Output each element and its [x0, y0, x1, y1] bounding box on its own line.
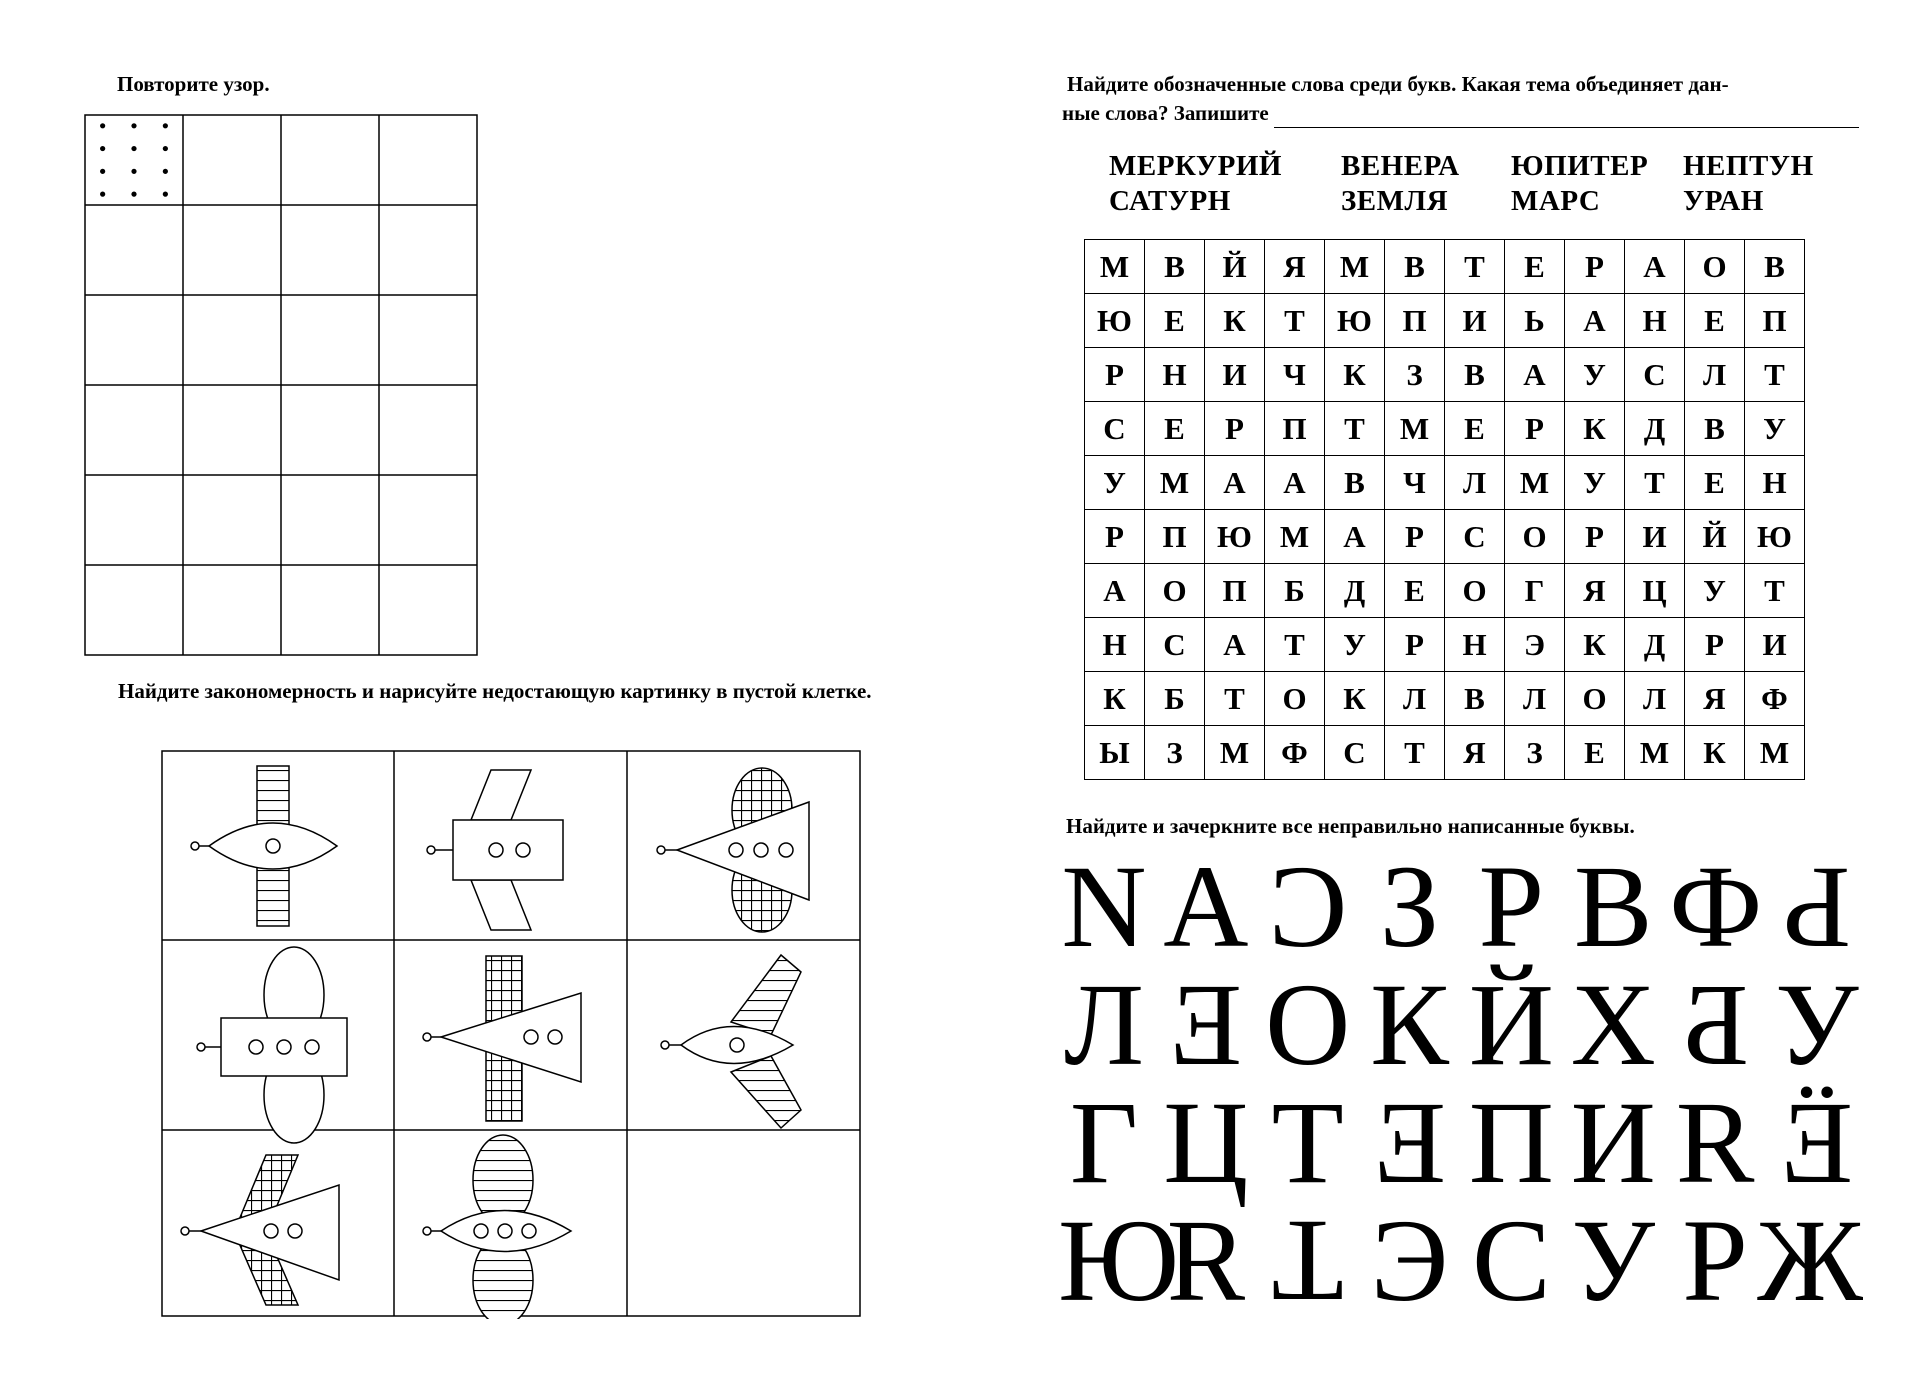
- word-search-cell[interactable]: М: [1625, 726, 1685, 780]
- letter-item[interactable]: Т: [1271, 1196, 1344, 1327]
- word-search-cell[interactable]: К: [1325, 672, 1385, 726]
- word-search-cell[interactable]: М: [1745, 726, 1805, 780]
- word-search-cell[interactable]: С: [1445, 510, 1505, 564]
- letter-item[interactable]: Э: [1370, 1195, 1449, 1326]
- word-search-row: [1085, 564, 1805, 618]
- word-search-cell[interactable]: Е: [1385, 564, 1445, 618]
- word-search-cell[interactable]: Й: [1685, 510, 1745, 564]
- word-search-cell[interactable]: М: [1385, 402, 1445, 456]
- letter-item[interactable]: П: [1468, 1077, 1554, 1208]
- spaceship-triangle-hatched: [423, 956, 581, 1121]
- letter-item[interactable]: Г: [1069, 1077, 1139, 1208]
- word-search-cell[interactable]: В: [1445, 348, 1505, 402]
- word-search-cell[interactable]: Я: [1685, 672, 1745, 726]
- spaceship-triangle-oval-hatched: [657, 768, 809, 932]
- word-search-cell[interactable]: Е: [1685, 294, 1745, 348]
- word-search-cell[interactable]: В: [1385, 240, 1445, 294]
- word-search-cell[interactable]: Я: [1265, 240, 1325, 294]
- task-repeat-pattern: Повторите узор.: [117, 72, 270, 96]
- word-search-cell[interactable]: Р: [1505, 402, 1565, 456]
- letter-item[interactable]: Р: [1682, 1195, 1748, 1326]
- word-item: МЕРКУРИЙ: [1109, 150, 1282, 182]
- word-search-cell[interactable]: Л: [1505, 672, 1565, 726]
- task-word-search-line2: ные слова? Запишите: [1062, 101, 1269, 125]
- letter-row-4: [1058, 1195, 1863, 1327]
- letter-item[interactable]: Е: [1169, 959, 1242, 1090]
- word-search-grid[interactable]: [1084, 239, 1805, 780]
- word-search-cell[interactable]: С: [1145, 618, 1205, 672]
- word-search-cell[interactable]: К: [1085, 672, 1145, 726]
- word-search-cell[interactable]: У: [1325, 618, 1385, 672]
- letter-item[interactable]: Ф: [1669, 841, 1763, 972]
- word-search-cell[interactable]: О: [1685, 240, 1745, 294]
- word-search-cell[interactable]: А: [1625, 240, 1685, 294]
- word-search-cell[interactable]: И: [1625, 510, 1685, 564]
- word-search-cell[interactable]: О: [1505, 510, 1565, 564]
- letter-rows: [1058, 841, 1863, 1327]
- letter-item[interactable]: C: [1268, 841, 1348, 972]
- word-search-cell[interactable]: М: [1085, 240, 1145, 294]
- letter-item[interactable]: Т: [1271, 1077, 1344, 1208]
- word-search-cell[interactable]: А: [1205, 618, 1265, 672]
- word-search-row: [1085, 456, 1805, 510]
- word-search-cell[interactable]: Е: [1685, 456, 1745, 510]
- word-search-cell[interactable]: В: [1145, 240, 1205, 294]
- dot-pattern-grid[interactable]: [84, 114, 479, 657]
- letter-item[interactable]: Я: [1166, 1195, 1246, 1326]
- spaceship-puzzle-grid[interactable]: [161, 750, 863, 1319]
- word-search-cell[interactable]: О: [1265, 672, 1325, 726]
- word-search-cell[interactable]: Н: [1625, 294, 1685, 348]
- word-search-cell[interactable]: Р: [1205, 402, 1265, 456]
- letter-item[interactable]: Й: [1468, 959, 1554, 1090]
- word-search-cell[interactable]: Т: [1745, 564, 1805, 618]
- word-search-cell[interactable]: У: [1085, 456, 1145, 510]
- word-search-cell[interactable]: Е: [1565, 726, 1625, 780]
- spaceship-lens-oval-striped: [423, 1135, 571, 1319]
- empty-answer-cell[interactable]: [628, 1131, 859, 1315]
- spaceship-rect-oval: [197, 947, 347, 1143]
- word-search-cell[interactable]: В: [1745, 240, 1805, 294]
- word-search-cell[interactable]: Т: [1265, 294, 1325, 348]
- word-search-row: [1085, 672, 1805, 726]
- dot-pattern-strip-1[interactable]: [514, 114, 918, 270]
- word-search-cell[interactable]: Я: [1445, 726, 1505, 780]
- answer-line[interactable]: [1274, 105, 1859, 128]
- letter-item[interactable]: И: [1570, 1077, 1656, 1208]
- word-search-cell[interactable]: Р: [1385, 618, 1445, 672]
- word-item: НЕПТУН: [1683, 150, 1814, 182]
- letter-item[interactable]: С: [1472, 1195, 1551, 1326]
- letter-item[interactable]: Ц: [1163, 1077, 1249, 1208]
- word-search-cell[interactable]: Н: [1145, 348, 1205, 402]
- word-search-cell[interactable]: У: [1685, 564, 1745, 618]
- word-search-cell[interactable]: К: [1325, 348, 1385, 402]
- word-search-cell[interactable]: А: [1505, 348, 1565, 402]
- word-search-cell[interactable]: У: [1745, 402, 1805, 456]
- letter-row-1: [1058, 841, 1863, 972]
- letter-row-2: [1058, 959, 1863, 1090]
- letter-item[interactable]: У: [1775, 959, 1859, 1090]
- word-list: [1109, 150, 1849, 218]
- word-search-cell[interactable]: Н: [1085, 618, 1145, 672]
- letter-item[interactable]: N: [1061, 841, 1147, 972]
- letter-item[interactable]: Е: [1373, 1077, 1446, 1208]
- word-search-cell[interactable]: А: [1085, 564, 1145, 618]
- word-search-cell[interactable]: Т: [1445, 240, 1505, 294]
- word-search-cell[interactable]: Р: [1385, 510, 1445, 564]
- task-word-search-line1: Найдите обозначенные слова среди букв. Какая тема объединяет дан-: [1067, 72, 1729, 96]
- word-search-cell[interactable]: Т: [1205, 672, 1265, 726]
- word-search-cell[interactable]: Е: [1145, 294, 1205, 348]
- word-search-cell[interactable]: М: [1265, 510, 1325, 564]
- word-search-cell[interactable]: Ю: [1205, 510, 1265, 564]
- word-search-cell[interactable]: В: [1685, 402, 1745, 456]
- word-search-cell[interactable]: Б: [1145, 672, 1205, 726]
- word-search-cell[interactable]: Л: [1385, 672, 1445, 726]
- letter-item[interactable]: Р: [1478, 841, 1545, 972]
- word-search-cell[interactable]: З: [1385, 348, 1445, 402]
- word-search-cell[interactable]: О: [1445, 564, 1505, 618]
- task-find-pattern: Найдите закономерность и нарисуйте недостающую картинку в пустой клетке.: [118, 679, 872, 703]
- word-item: ЮПИТЕР: [1511, 150, 1649, 182]
- word-search-row: [1085, 240, 1805, 294]
- word-search-cell[interactable]: Р: [1565, 240, 1625, 294]
- word-search-cell[interactable]: Р: [1565, 510, 1625, 564]
- word-search-cell[interactable]: М: [1205, 726, 1265, 780]
- word-search-cell[interactable]: Е: [1445, 402, 1505, 456]
- word-search-row: [1085, 726, 1805, 780]
- letter-item[interactable]: Б: [1681, 959, 1749, 1090]
- word-search-cell[interactable]: Ф: [1745, 672, 1805, 726]
- letter-item[interactable]: Ь: [1783, 841, 1851, 972]
- word-search-cell[interactable]: М: [1505, 456, 1565, 510]
- word-search-cell[interactable]: Т: [1625, 456, 1685, 510]
- word-search-cell[interactable]: Б: [1265, 564, 1325, 618]
- word-search-cell[interactable]: Д: [1625, 618, 1685, 672]
- word-search-cell[interactable]: П: [1745, 294, 1805, 348]
- word-search-cell[interactable]: К: [1205, 294, 1265, 348]
- word-search-cell[interactable]: А: [1325, 510, 1385, 564]
- word-search-cell[interactable]: Ю: [1085, 294, 1145, 348]
- word-search-cell[interactable]: О: [1145, 564, 1205, 618]
- word-search-cell[interactable]: Ц: [1625, 564, 1685, 618]
- word-search-cell[interactable]: П: [1145, 510, 1205, 564]
- word-search-cell[interactable]: Н: [1745, 456, 1805, 510]
- word-search-cell[interactable]: Р: [1085, 348, 1145, 402]
- word-search-cell[interactable]: И: [1745, 618, 1805, 672]
- word-item: ЗЕМЛЯ: [1341, 185, 1449, 217]
- word-search-cell[interactable]: Т: [1385, 726, 1445, 780]
- spaceship-lens-striped: [191, 766, 337, 926]
- word-search-cell[interactable]: Й: [1205, 240, 1265, 294]
- word-search-cell[interactable]: Л: [1445, 456, 1505, 510]
- word-search-cell[interactable]: Л: [1625, 672, 1685, 726]
- word-search-cell[interactable]: А: [1565, 294, 1625, 348]
- dot-pattern-strip-2[interactable]: [514, 306, 918, 464]
- word-search-cell[interactable]: Ы: [1085, 726, 1145, 780]
- letter-item[interactable]: Ё: [1780, 1077, 1853, 1208]
- word-search-cell[interactable]: Ю: [1325, 294, 1385, 348]
- word-search-cell[interactable]: Д: [1325, 564, 1385, 618]
- word-search-row: [1085, 348, 1805, 402]
- word-search-cell[interactable]: Ч: [1265, 348, 1325, 402]
- word-search-cell[interactable]: С: [1085, 402, 1145, 456]
- word-item: МАРС: [1511, 185, 1601, 217]
- word-search-cell[interactable]: Р: [1685, 618, 1745, 672]
- word-search-cell[interactable]: К: [1685, 726, 1745, 780]
- word-search-cell[interactable]: Е: [1505, 240, 1565, 294]
- letter-item[interactable]: R: [1675, 1077, 1755, 1208]
- word-search-cell[interactable]: М: [1145, 456, 1205, 510]
- word-search-cell[interactable]: К: [1565, 618, 1625, 672]
- word-search-row: [1085, 402, 1805, 456]
- word-search-cell[interactable]: З: [1145, 726, 1205, 780]
- word-search-cell[interactable]: Н: [1445, 618, 1505, 672]
- word-search-cell[interactable]: З: [1505, 726, 1565, 780]
- word-search-cell[interactable]: У: [1565, 348, 1625, 402]
- word-search-row: [1085, 618, 1805, 672]
- word-search-cell[interactable]: Г: [1505, 564, 1565, 618]
- word-search-cell[interactable]: Т: [1745, 348, 1805, 402]
- word-item: ВЕНЕРА: [1341, 150, 1460, 182]
- letter-item[interactable]: У: [1571, 1195, 1655, 1326]
- letter-item[interactable]: Л: [1063, 959, 1145, 1090]
- word-search-cell[interactable]: П: [1385, 294, 1445, 348]
- word-search-cell[interactable]: В: [1445, 672, 1505, 726]
- word-search-cell[interactable]: М: [1325, 240, 1385, 294]
- spaceship-rect-slanted: [427, 770, 563, 930]
- dot-pattern-strip-3[interactable]: [514, 500, 918, 657]
- letter-item[interactable]: В: [1573, 841, 1653, 972]
- word-search-cell[interactable]: Т: [1325, 402, 1385, 456]
- task-word-search: [1062, 70, 1860, 128]
- word-search-row: [1085, 294, 1805, 348]
- word-search-cell[interactable]: В: [1325, 456, 1385, 510]
- letter-item[interactable]: Ю: [1058, 1195, 1180, 1326]
- word-item: УРАН: [1683, 185, 1764, 217]
- word-search-cell[interactable]: Е: [1145, 402, 1205, 456]
- word-search-cell[interactable]: И: [1205, 348, 1265, 402]
- word-item: САТУРН: [1109, 185, 1231, 217]
- word-search-cell[interactable]: Т: [1265, 618, 1325, 672]
- spaceship-triangle-slanted-hatched: [181, 1155, 339, 1305]
- letter-item[interactable]: З: [1379, 841, 1440, 972]
- word-search-cell[interactable]: Я: [1565, 564, 1625, 618]
- word-search-cell[interactable]: Л: [1685, 348, 1745, 402]
- word-search-cell[interactable]: А: [1205, 456, 1265, 510]
- word-search-cell[interactable]: И: [1445, 294, 1505, 348]
- word-search-cell[interactable]: С: [1325, 726, 1385, 780]
- letter-item[interactable]: Х: [1570, 959, 1656, 1090]
- letter-item[interactable]: О: [1265, 959, 1351, 1090]
- word-search-cell[interactable]: Э: [1505, 618, 1565, 672]
- word-search-cell[interactable]: П: [1205, 564, 1265, 618]
- letter-item[interactable]: Ж: [1757, 1195, 1863, 1326]
- word-search-cell[interactable]: О: [1565, 672, 1625, 726]
- word-search-cell[interactable]: Ч: [1385, 456, 1445, 510]
- letter-row-3: [1058, 1077, 1863, 1208]
- word-search-cell[interactable]: А: [1265, 456, 1325, 510]
- word-search-cell[interactable]: С: [1625, 348, 1685, 402]
- word-search-cell[interactable]: Р: [1085, 510, 1145, 564]
- word-search-cell[interactable]: У: [1565, 456, 1625, 510]
- word-search-cell[interactable]: Ь: [1505, 294, 1565, 348]
- letter-item[interactable]: К: [1370, 959, 1449, 1090]
- word-search-cell[interactable]: Ю: [1745, 510, 1805, 564]
- spaceship-lens-slanted: [661, 955, 801, 1128]
- word-search-cell[interactable]: К: [1565, 402, 1625, 456]
- word-search-cell[interactable]: Ф: [1265, 726, 1325, 780]
- task-cross-out-letters: Найдите и зачеркните все неправильно написанные буквы.: [1066, 814, 1635, 838]
- word-search-row: [1085, 510, 1805, 564]
- word-search-cell[interactable]: Д: [1625, 402, 1685, 456]
- word-search-cell[interactable]: П: [1265, 402, 1325, 456]
- letter-item[interactable]: A: [1163, 841, 1249, 972]
